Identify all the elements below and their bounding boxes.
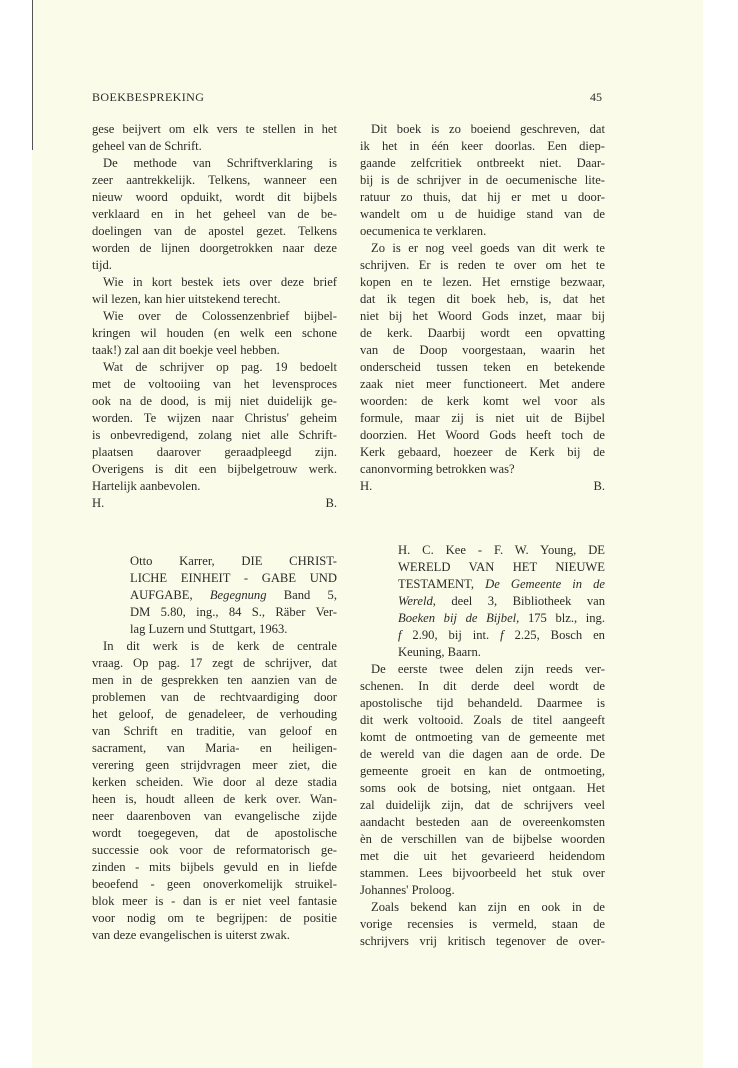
text-line: van Schrift en traditie, van geloof en <box>92 724 337 738</box>
text-line: sacrament, van Maria- en heiligen- <box>92 741 337 755</box>
citation-text: , 175 blz., ing. <box>516 611 605 625</box>
citation-line <box>130 553 337 570</box>
text-line: wil lezen, kan hier uitstekend terecht. <box>92 292 281 306</box>
citation-text: Band 5, <box>266 588 337 602</box>
text-line: kringen wil houden (en welk een schone <box>92 326 337 340</box>
text-line: vorige recensies is vermeld, staan de <box>360 917 605 931</box>
citation-line <box>130 570 337 587</box>
text-line: komt de ontmoeting van de gemeente met <box>360 730 605 744</box>
paragraph <box>360 121 605 240</box>
citation-text: 2.25, Bosch en <box>503 628 605 642</box>
text-line: stammen. Lees bijvoorbeeld het stuk over <box>360 866 605 880</box>
text-line: oecumenica te verklaren. <box>360 224 487 238</box>
text-line: van deze evangelischen is uiterst zwak. <box>92 928 290 942</box>
paragraph <box>92 274 337 308</box>
signature-initial: B. <box>593 479 605 493</box>
text-line: plaatsen daarover geraadpleegd zijn. <box>92 445 337 459</box>
citation-text: H. C. Kee - F. W. Young, DE <box>398 543 605 557</box>
text-line: schrijvers vrij kritisch tegenover de over- <box>360 934 605 948</box>
text-line: de kerk. Daarbij wordt een opvatting <box>360 326 605 340</box>
text-line: worden de lijnen doorgetrokken naar deze <box>92 241 337 255</box>
citation-text: Otto Karrer, DIE CHRIST- <box>130 554 337 568</box>
text-line: men in de gesprekken ten aanzien van de <box>92 673 337 687</box>
text-line: verering geen strijdvragen meer ziet, die <box>92 758 337 772</box>
text-line: ook na de dood, is mij niet duidelijk ge- <box>92 394 337 408</box>
citation-line <box>130 621 337 638</box>
text-line: woorden: de kerk komt wel voor als <box>360 394 605 408</box>
paragraph <box>92 308 337 359</box>
signature-initial: H. <box>360 479 373 493</box>
italic-title: f <box>398 628 402 642</box>
text-line: formule, maar zij is niet uit de Bijbel <box>360 411 605 425</box>
text-line: gese beijvert om elk vers te stellen in het <box>92 122 337 136</box>
italic-title: Wereld <box>398 594 433 608</box>
text-line: beoefend - geen onoverkomelijk struikel- <box>92 877 337 891</box>
text-line: Wie in kort bestek iets over deze brief <box>103 275 337 289</box>
scan-edge <box>32 0 33 150</box>
text-line: heen is, houdt alleen de kerk over. Wan- <box>92 792 337 806</box>
text-line: dat ik tegen dit boek heb, is, dat het <box>360 292 605 306</box>
citation-text: AUFGABE, <box>130 588 210 602</box>
text-line: aandacht besteden aan de overeenkomsten <box>360 815 605 829</box>
text-line: successie ook voor de reformatorisch ge- <box>92 843 337 857</box>
citation-line <box>398 542 605 559</box>
text-line: Zo is er nog veel goeds van dit werk te <box>371 241 605 255</box>
text-line: In dit werk is de kerk de centrale <box>103 639 337 653</box>
paragraph <box>92 359 337 495</box>
text-line: soms ook de botsing, niet ontgaan. Het <box>360 781 605 795</box>
text-line: nieuw woord opduikt, wordt dit bijbels <box>92 190 337 204</box>
column-left <box>92 121 337 944</box>
text-line: Dit boek is zo boeiend geschreven, dat <box>371 122 605 136</box>
text-line: problemen van de rechtvaardiging door <box>92 690 337 704</box>
text-line: gaande zelfcritiek ontbreekt niet. Daar- <box>360 156 605 170</box>
text-line: met die uit het gevarieerd heidendom <box>360 849 605 863</box>
citation-text: , deel 3, Bibliotheek van <box>432 594 605 608</box>
text-line: zaak niet meer functioneert. Met andere <box>360 377 605 391</box>
text-line: niet bij het Woord Gods inzet, maar bij <box>360 309 605 323</box>
text-line: schenen. In dit derde deel wordt de <box>360 679 605 693</box>
text-line: wandelt om u de huidige stand van de <box>360 207 605 221</box>
citation-line <box>398 576 605 593</box>
column-right <box>360 121 605 950</box>
paragraph <box>92 155 337 274</box>
citation-text: DM 5.80, ing., 84 S., Räber Ver- <box>130 605 337 619</box>
text-line: zal duidelijk zijn, dat de schrijvers veel <box>360 798 605 812</box>
text-line: doelingen van de apostel gezet. Telkens <box>92 224 337 238</box>
book-citation <box>92 553 337 638</box>
text-line: Wat de schrijver op pag. 19 bedoelt <box>103 360 337 374</box>
text-line: zeer aantrekkelijk. Telkens, wanneer een <box>92 173 337 187</box>
italic-title: Begegnung <box>209 588 267 602</box>
signature-initial: H. <box>92 496 105 510</box>
paragraph <box>360 899 605 950</box>
text-line: worden. Te wijzen naar Christus' geheim <box>92 411 337 425</box>
text-line: van de Doop voorgestaan, waarin het <box>360 343 605 357</box>
text-line: zinden - mits bijbels gevuld en in liefde <box>92 860 337 874</box>
running-head: BOEKBESPREKING <box>92 90 205 104</box>
citation-text: 2.90, bij int. <box>401 628 501 642</box>
signature-initial: B. <box>325 496 337 510</box>
citation-line <box>130 587 337 604</box>
paragraph <box>92 121 337 155</box>
page-number: 45 <box>590 90 602 104</box>
italic-title: Boeken bij de Bijbel <box>398 611 517 625</box>
text-line: apostolische tijd behandeld. Daarmee is <box>360 696 605 710</box>
text-line: Hartelijk aanbevolen. <box>92 479 201 493</box>
citation-text: TESTAMENT, <box>398 577 486 591</box>
text-line: canonvorming betrokken was? <box>360 462 515 476</box>
text-line: Wie over de Colossenzenbrief bijbel- <box>103 309 337 323</box>
text-line: taak!) zal aan dit boekje veel hebben. <box>92 343 280 357</box>
citation-line <box>398 627 605 644</box>
text-line: kerken scheiden. Wie door al deze stadia <box>92 775 337 789</box>
citation-line <box>398 559 605 576</box>
review-signature <box>92 495 337 512</box>
text-line: dit werk voltooid. Zoals de titel aangeeft <box>360 713 605 727</box>
text-line: bij is de schrijver in de oecumenische lite- <box>360 173 605 187</box>
text-line: voor nodig om te begrijpen: de positie <box>92 911 337 925</box>
text-line: De eerste twee delen zijn reeds ver- <box>371 662 605 676</box>
paragraph <box>92 638 337 944</box>
citation-line <box>130 604 337 621</box>
italic-title: f <box>500 628 504 642</box>
text-line: gemeente groeit en kan de ontmoeting, <box>360 764 605 778</box>
text-line: wordt toegegeven, dat de apostolische <box>92 826 337 840</box>
text-line: De methode van Schriftverklaring is <box>103 156 337 170</box>
review-signature <box>360 478 605 495</box>
citation-text: Keuning, Baarn. <box>398 645 481 659</box>
text-line: Zoals bekend kan zijn en ook in de <box>371 900 605 914</box>
text-line: kopen en te lezen. Het ernstige bezwaar, <box>360 275 605 289</box>
italic-title: De Gemeente in de <box>485 577 605 591</box>
text-line: ratuur zo thuis, dat hij er met u door- <box>360 190 605 204</box>
text-line: ik het in één keer doorlas. Een diep- <box>360 139 605 153</box>
citation-text: lag Luzern und Stuttgart, 1963. <box>130 622 288 636</box>
text-line: met de voltooiing van het levensproces <box>92 377 337 391</box>
paragraph <box>360 661 605 899</box>
citation-line <box>398 593 605 610</box>
text-line: èn de verschillen van de bijbelse woorden <box>360 832 605 846</box>
text-line: neer daarenboven van evangelische zijde <box>92 809 337 823</box>
text-line: Overigens is dit een bijbelgetrouw werk. <box>92 462 337 476</box>
text-line: de wereld van die dagen aan de orde. De <box>360 747 605 761</box>
text-line: blok meer is - dan is er niet veel fantasie <box>92 894 337 908</box>
text-line: doorzien. Het Woord Gods heeft toch de <box>360 428 605 442</box>
text-line: het geloof, de genadeleer, de verhouding <box>92 707 337 721</box>
citation-line <box>398 610 605 627</box>
citation-text: LICHE EINHEIT - GABE UND <box>130 571 337 585</box>
text-line: verklaard en in het geheel van de be- <box>92 207 337 221</box>
text-line: geheel van de Schrift. <box>92 139 202 153</box>
text-line: Kerk gebaard, hoezeer de Kerk bij de <box>360 445 605 459</box>
text-line: onderscheid tussen teken en betekende <box>360 360 605 374</box>
book-citation <box>360 542 605 661</box>
text-line: tijd. <box>92 258 112 272</box>
citation-text: WERELD VAN HET NIEUWE <box>398 560 605 574</box>
citation-line <box>398 644 605 661</box>
text-line: Johannes' Proloog. <box>360 883 455 897</box>
text-line: vraag. Op pag. 17 zegt de schrijver, dat <box>92 656 337 670</box>
paragraph <box>360 240 605 478</box>
text-line: is onbevredigend, zolang niet alle Schrift- <box>92 428 337 442</box>
text-line: schrijven. Er is reden te over om het te <box>360 258 605 272</box>
